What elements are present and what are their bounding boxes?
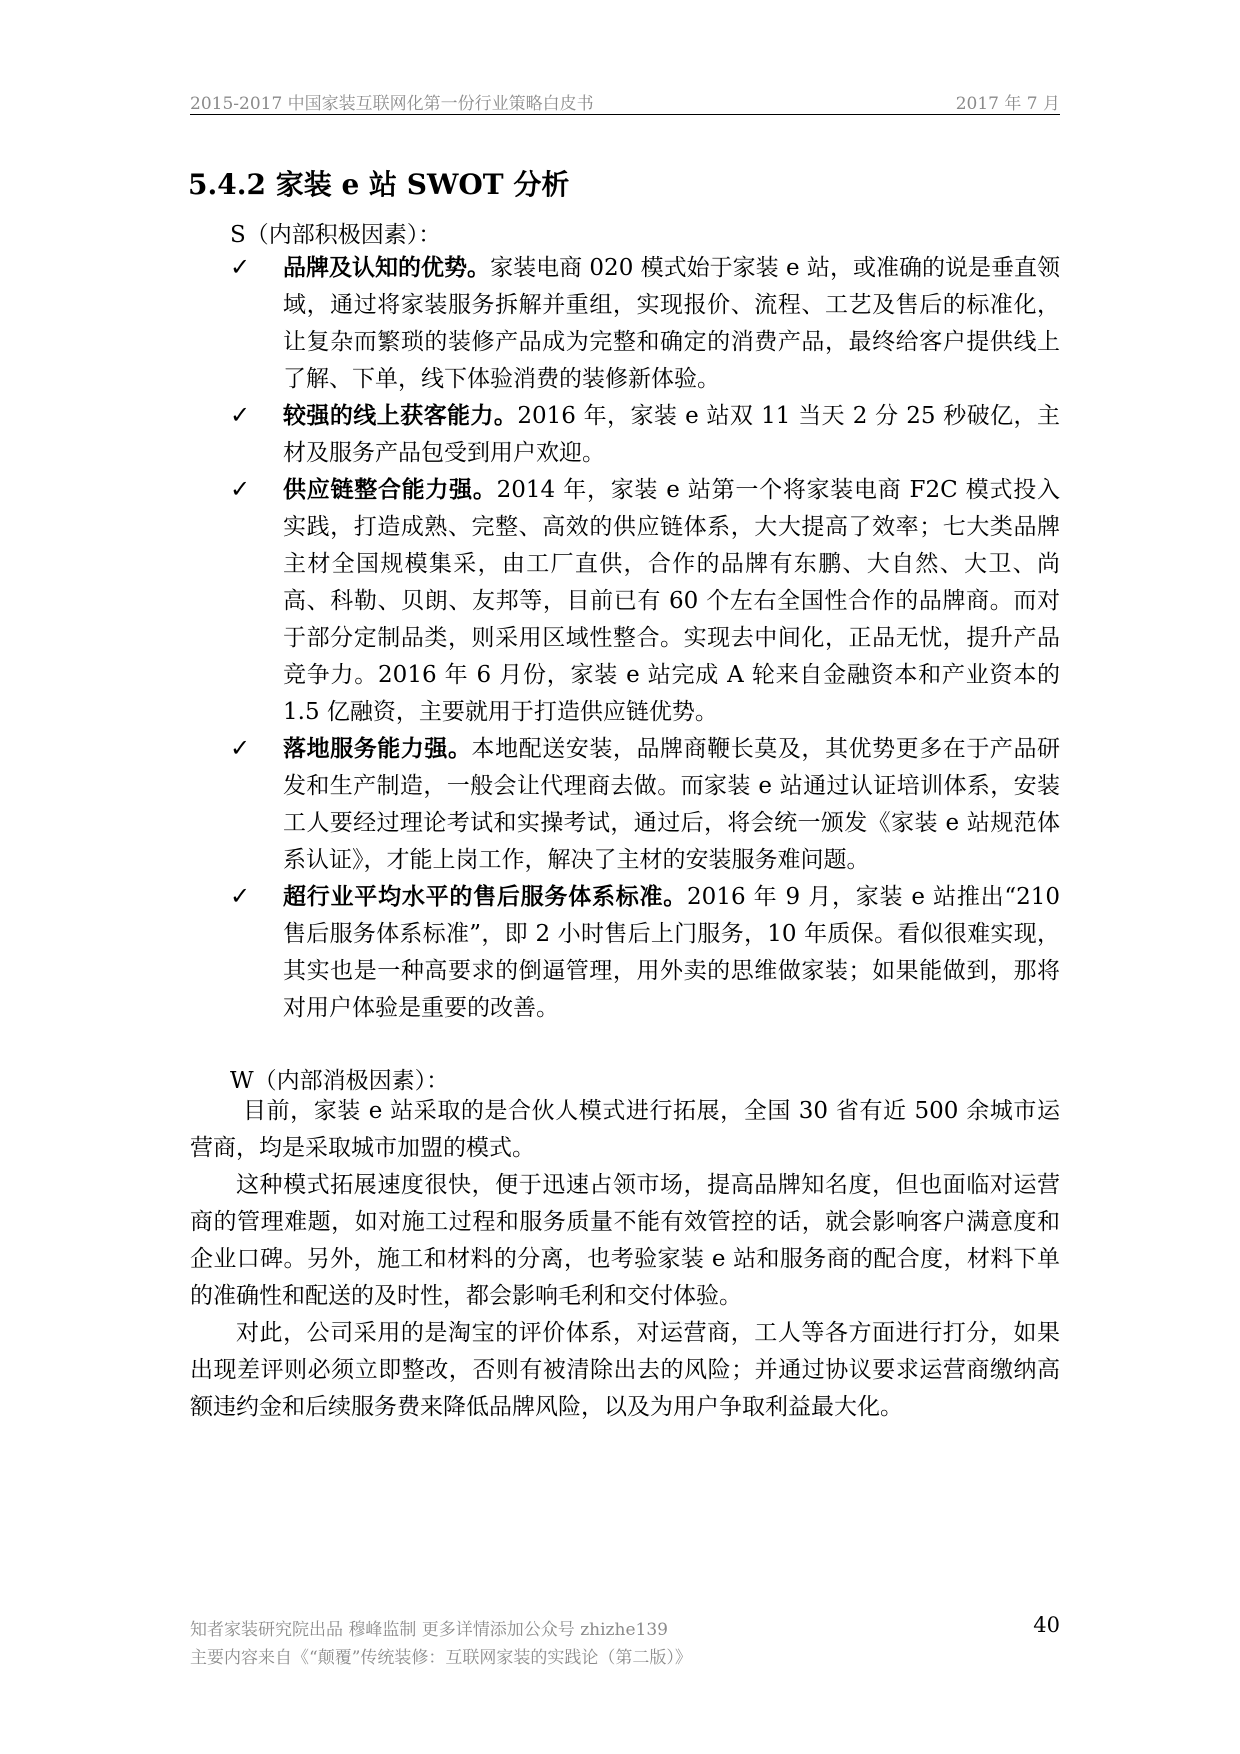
bullet-title: 供应链整合能力强。 (283, 476, 497, 503)
footer-credit: 知者家装研究院出品 穆峰监制 更多详情添加公众号 zhizhe139 (190, 1620, 668, 1640)
paragraph: 对此，公司采用的是淘宝的评价体系，对运营商，工人等各方面进行打分，如果出现差评则必须立即整改，否则有被清除出去的风险；并通过协议要求运营商缴纳高额违约金和后续服务费来降低品牌风险，以及为用户争取利益最大化。 (190, 1320, 1060, 1420)
paragraph: 这种模式拓展速度很快，便于迅速占领市场，提高品牌知名度，但也面临对运营商的管理难题，如对施工过程和服务质量不能有效管控的话，就会影响客户满意度和企业口碑。另外，施工和材料的分离，也考验家装 e 站和服务商的配合度，材料下单的准确性和配送的及时性，都会影响毛利和交付体验。 (190, 1172, 1060, 1309)
header-date: 2017 年 7 月 (955, 94, 1060, 114)
bullet-body: 2014 年，家装 e 站第一个将家装电商 F2C 模式投入实践，打造成熟、完整、高效的供应链体系，大大提高了效率；七大类品牌主材全国规模集采，由工厂直供，合作的品牌有东鹏、大自然、大卫、尚高、科勒、贝朗、友邦等，目前已有 60 个左右全国性合作的品牌商。而对于部分定制品类，则采用区域性整合。实现去中间化，正品无忧，提升产品竞争力。2016 年 6 月份，家装 e 站完成 A 轮来自金融资本和产业资本的 1.5 亿融资，主要就用于打造供应链优势。 (283, 477, 1061, 725)
bullet-title: 落地服务能力强。 (283, 735, 472, 762)
check-icon: ✓ (230, 882, 251, 910)
w-label: W（内部消极因素）： (230, 1068, 450, 1094)
check-icon: ✓ (230, 401, 251, 429)
bullet-body: 本地配送安装，品牌商鞭长莫及，其优势更多在于产品研发和生产制造，一般会让代理商去做。而家装 e 站通过认证培训体系，安装工人要经过理论考试和实操考试，通过后，将会统一颁发《家装 e 站规范体系认证》，才能上岗工作，解决了主材的安装服务难问题。 (283, 736, 1060, 873)
bullet-body: 2016 年，家装 e 站双 11 当天 2 分 25 秒破亿，主材及服务产品包受到用户欢迎。 (283, 403, 1060, 466)
check-icon: ✓ (230, 475, 251, 503)
bullet-text (283, 471, 1060, 731)
check-icon: ✓ (230, 253, 251, 281)
s-label: S（内部积极因素）： (230, 222, 442, 248)
page-header (190, 84, 1060, 115)
bullet-title: 较强的线上获客能力。 (283, 402, 518, 429)
section-title: 5.4.2 家装 e 站 SWOT 分析 (188, 168, 570, 201)
bullet-text (283, 397, 1060, 472)
bullet-text (283, 730, 1060, 879)
paragraph: 目前，家装 e 站采取的是合伙人模式进行拓展，全国 30 省有近 500 余城市运营商，均是采取城市加盟的模式。 (190, 1098, 1060, 1161)
bullet-body: 家装电商 020 模式始于家装 e 站，或准确的说是垂直领域，通过将家装服务拆解并重组，实现报价、流程、工艺及售后的标准化，让复杂而繁琐的装修产品成为完整和确定的消费产品，最终给客户提供线上了解、下单，线下体验消费的装修新体验。 (283, 255, 1061, 392)
bullet-text (283, 249, 1060, 398)
bullet-body: 2016 年 9 月，家装 e 站推出“210 售后服务体系标准”，即 2 小时售后上门服务，10 年质保。看似很难实现，其实也是一种高要求的倒逼管理，用外卖的思维做家装；如果能做到，那将对用户体验是重要的改善。 (283, 884, 1061, 1021)
page-number: 40 (1033, 1613, 1060, 1637)
bullet-title: 超行业平均水平的售后服务体系标准。 (283, 883, 688, 910)
header-title: 2015-2017 中国家装互联网化第一份行业策略白皮书 (190, 94, 594, 114)
bullet-text (283, 878, 1060, 1027)
bullet-title: 品牌及认知的优势。 (283, 254, 491, 281)
footer-source: 主要内容来自《“颠覆”传统装修：互联网家装的实践论（第二版）》 (190, 1648, 692, 1668)
check-icon: ✓ (230, 734, 251, 762)
